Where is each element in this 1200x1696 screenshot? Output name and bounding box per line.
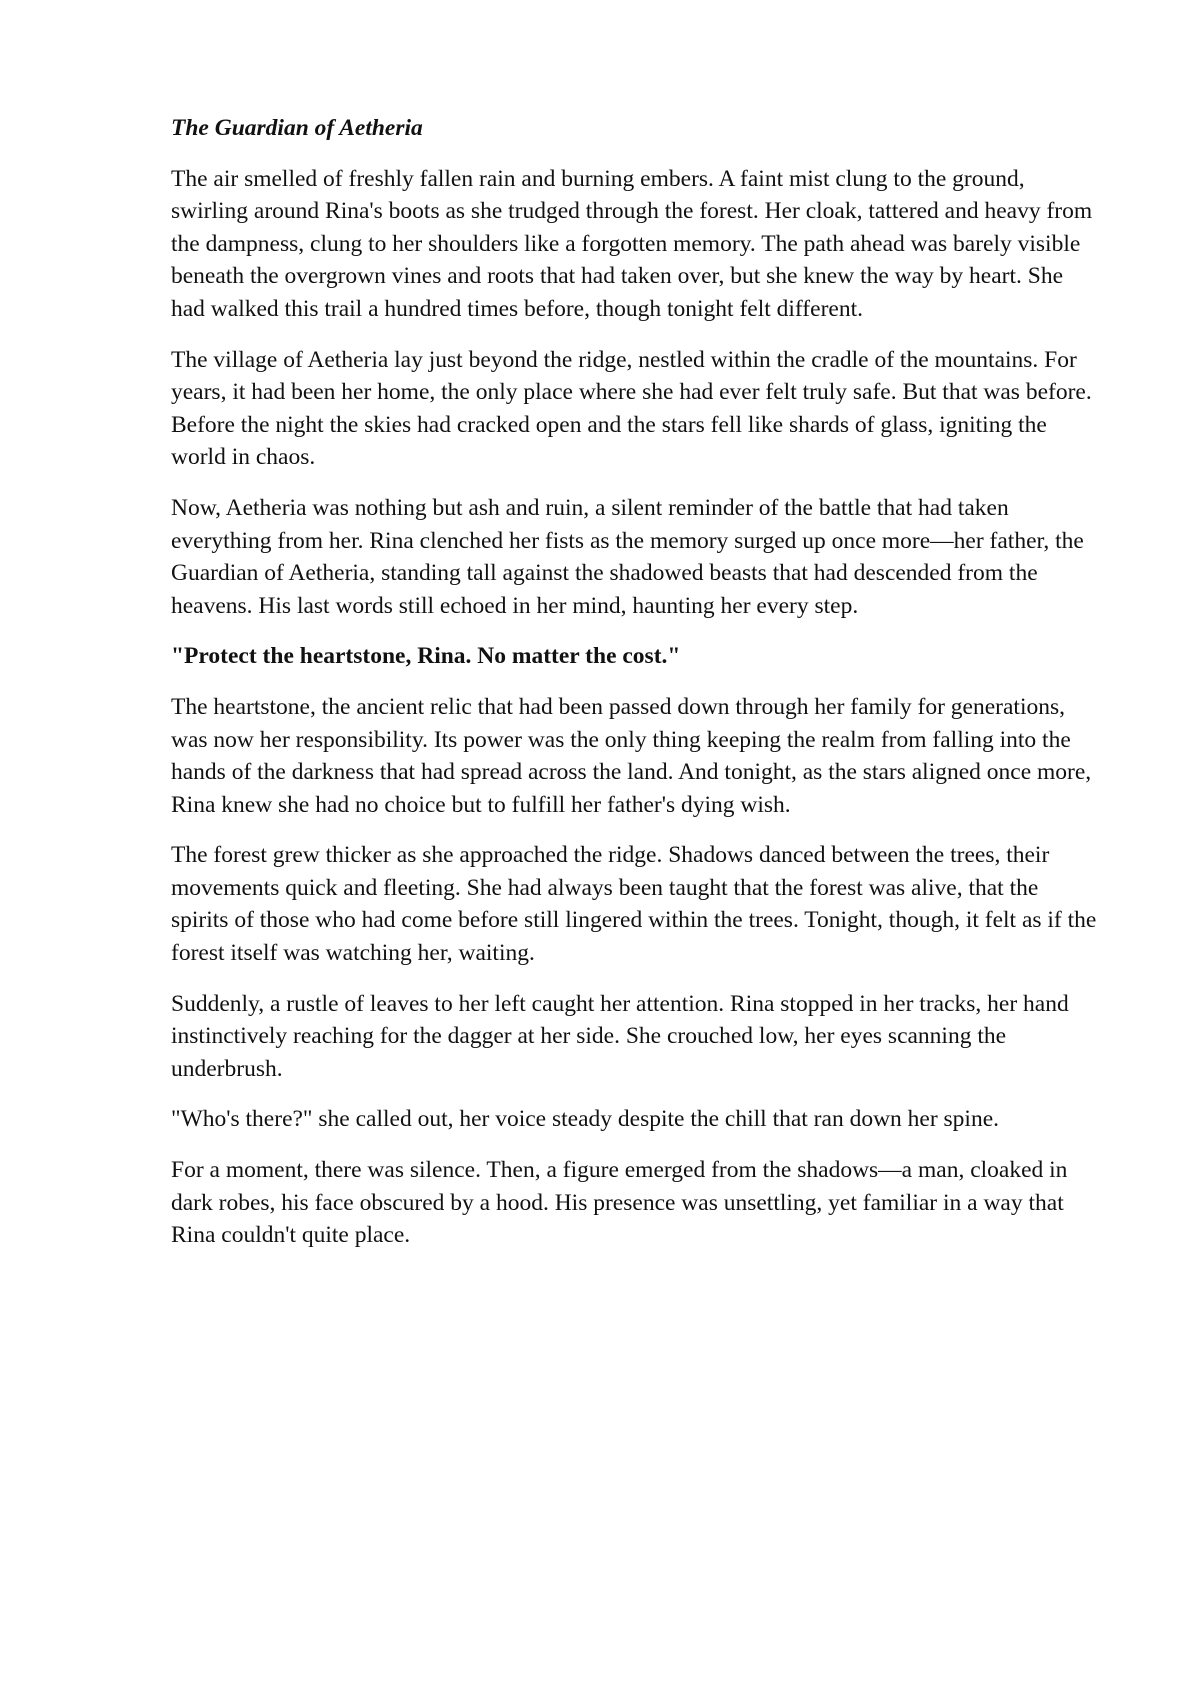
paragraph: The village of Aetheria lay just beyond the ridge, nestled within the cradle of the mountains. For years, it had been her home, the only place where she had ever felt truly safe. But that was before. Before the night the skies had cracked open and the stars fell like shards of glass, igniting the world in chaos.	[171, 346, 1092, 471]
quote-paragraph: "Protect the heartstone, Rina. No matter the cost."	[171, 643, 681, 670]
paragraph: The air smelled of freshly fallen rain and burning embers. A faint mist clung to the ground, swirling around Rina's boots as she trudged through the forest. Her cloak, tattered and heavy from the dampness, clung to her shoulders like a forgotten memory. The path ahead was barely visible beneath the overgrown vines and roots that had taken over, but she knew the way by heart. She had walked this trail a hundred times before, though tonight felt different.	[171, 165, 1093, 322]
paragraph: The forest grew thicker as she approached the ridge. Shadows danced between the trees, their movements quick and fleeting. She had always been taught that the forest was alive, that the spirits of those who had come before still lingered within the trees. Tonight, though, it felt as if the forest itself was watching her, waiting.	[171, 842, 1097, 967]
paragraph: For a moment, there was silence. Then, a figure emerged from the shadows—a man, cloaked in dark robes, his face obscured by a hood. His presence was unsettling, yet familiar in a way that Rina couldn't quite place.	[171, 1157, 1068, 1249]
paragraph: The heartstone, the ancient relic that had been passed down through her family for generations, was now her responsibility. Its power was the only thing keeping the realm from falling into the hands of the darkness that had spread across the land. And tonight, as the stars aligned once more, Rina knew she had no choice but to fulfill her father's dying wish.	[171, 693, 1092, 818]
document-page	[171, 112, 1101, 1270]
document-title: The Guardian of Aetheria	[171, 115, 423, 141]
paragraph: Now, Aetheria was nothing but ash and ruin, a silent reminder of the battle that had taken everything from her. Rina clenched her fists as the memory surged up once more—her father, the Guardian of Aetheria, standing tall against the shadowed beasts that had descended from the heavens. His last words still echoed in her mind, haunting her every step.	[171, 494, 1084, 619]
paragraph: "Who's there?" she called out, her voice steady despite the chill that ran down her spine.	[171, 1106, 1000, 1133]
paragraph: Suddenly, a rustle of leaves to her left caught her attention. Rina stopped in her tracks, her hand instinctively reaching for the dagger at her side. She crouched low, her eyes scanning the underbrush.	[171, 990, 1069, 1082]
